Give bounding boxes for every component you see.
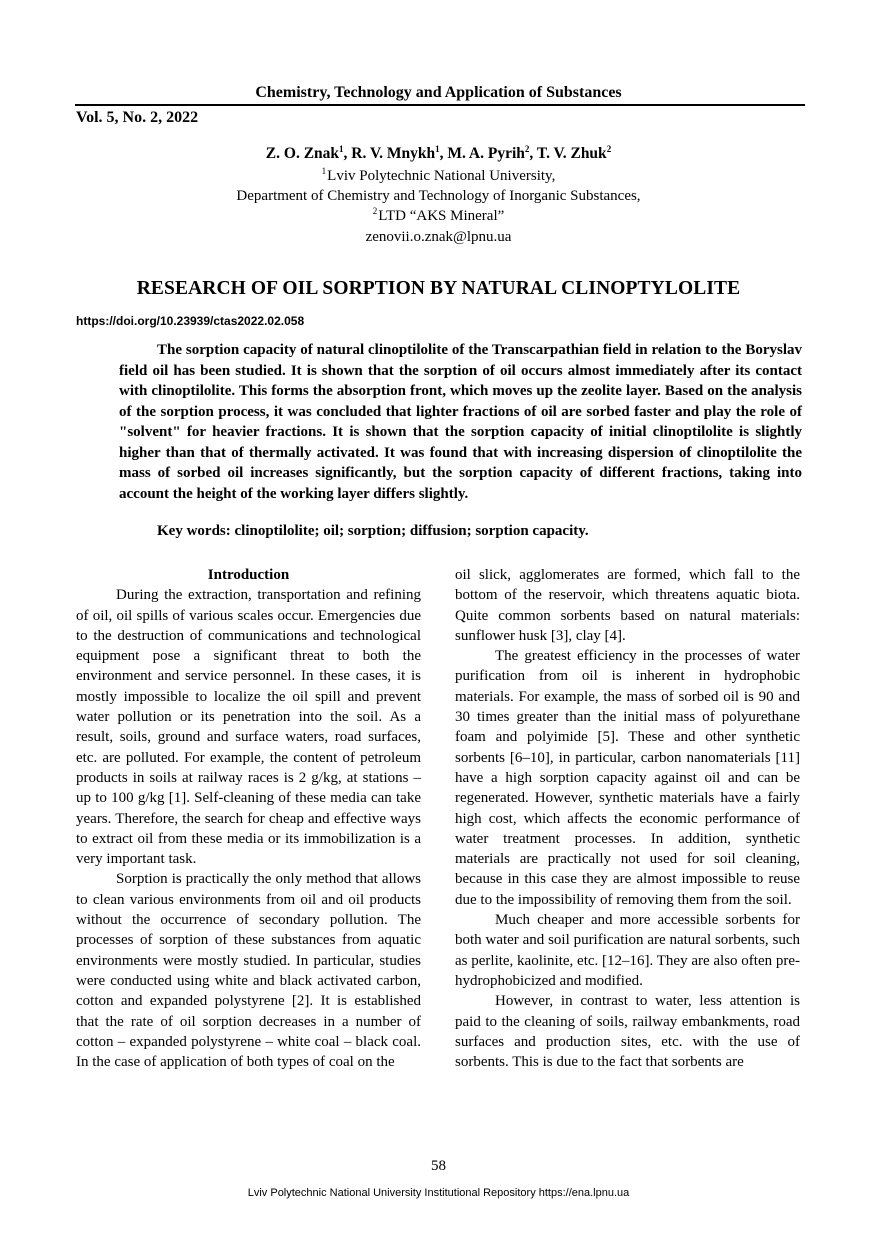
journal-title: Chemistry, Technology and Application of Substances bbox=[255, 84, 622, 101]
affiliation-mark: 1 bbox=[321, 166, 327, 176]
affiliation-mark: 2 bbox=[372, 206, 378, 216]
author-name: M. A. Pyrih bbox=[447, 145, 525, 162]
author-name: T. V. Zhuk bbox=[536, 145, 607, 162]
keywords: Key words: clinoptilolite; oil; sorption; diffusion; sorption capacity. bbox=[157, 523, 589, 539]
author-affiliation-mark: 2 bbox=[606, 143, 612, 154]
author-affiliation-mark: 1 bbox=[339, 143, 344, 154]
body-paragraph: Much cheaper and more accessible sorbents for both water and soil purification are natural sorbents, such as perlite, kaolinite, etc. [12–16]. They are also often pre-hydrophobicized and modified. bbox=[455, 912, 801, 989]
doi-link[interactable]: https://doi.org/10.23939/ctas2022.02.058 bbox=[76, 314, 305, 328]
body-paragraph: The greatest efficiency in the processes of water purification from oil is inherent in hydrophobic materials. For example, the mass of sorbed oil is 90 and 30 times greater than the initial mass of polyurethane foam and polyimide [5]. These and other synthetic sorbents [6–10], in particular, carbon nanomaterials [11] have a high sorption capacity against oil and can be regenerated. However, synthetic materials have a fairly high cost, which affects the economic performance of water treatment processes. In addition, synthetic materials are practically not used for soil cleaning, because in this case they are almost impossible to reuse due to the impossibility of removing them from the soil. bbox=[455, 648, 800, 908]
paper-title: RESEARCH OF OIL SORPTION BY NATURAL CLINOPTYLOLITE bbox=[136, 278, 741, 299]
body-column-right bbox=[455, 565, 800, 1072]
body-paragraph: oil slick, agglomerates are formed, which fall to the bottom of the reservoir, which threatens aquatic biota. Quite common sorbents based on natural materials: sunflower husk [3], clay [4]. bbox=[455, 567, 800, 644]
body-paragraph: Sorption is practically the only method that allows to clean various environments from oil and oil products without the occurrence of secondary pollution. The processes of sorption of these substances from aquatic environments were mostly studied. In particular, studies were conducted using white and black activated carbon, cotton and expanded polystyrene [2]. It is established that the rate of oil sorption decreases in a number of cotton – expanded polystyrene – white coal – black coal. In the case of application of both types of coal on the bbox=[76, 871, 421, 1071]
author-list: Z. O. Znak$^1$, R. V. Mnykh$^1$, M. A. Pyrih$^2$, T. V. Zhuk$^2$ bbox=[265, 143, 612, 162]
volume-label: Vol. 5, No. 2, 2022 bbox=[76, 109, 199, 126]
affiliation-1-line-2: Department of Chemistry and Technology of Inorganic Substances, bbox=[236, 188, 641, 204]
author-affiliation-mark: 2 bbox=[524, 143, 530, 154]
author-email[interactable]: zenovii.o.znak@lpnu.ua bbox=[365, 229, 512, 245]
affiliation-2: $^2$LTD “AKS Mineral” bbox=[372, 206, 505, 224]
repository-footer: Lviv Polytechnic National University Institutional Repository https://ena.lpnu.ua bbox=[247, 1187, 630, 1199]
author-name: Z. O. Znak bbox=[265, 145, 340, 162]
section-heading-introduction: Introduction bbox=[207, 567, 290, 583]
body-paragraph: However, in contrast to water, less attention is paid to the cleaning of soils, railway embankments, road surfaces and production sites, etc. with the use of sorbents. This is due to the fact that sorbents are bbox=[455, 993, 800, 1071]
header-rule bbox=[75, 104, 805, 106]
author-affiliation-mark: 1 bbox=[435, 143, 440, 154]
abstract: The sorption capacity of natural clinoptilolite of the Transcarpathian field in relation to the Boryslav field oil has been studied. It is shown that the sorption of oil occurs almost immediately after its contact with clinoptilolite. This forms the absorption front, which moves up the zeolite layer. Based on the analysis of the sorption process, it was concluded that lighter fractions of oil are sorbed faster and play the role of "solvent" for heavier fractions. It is shown that the sorption capacity of initial clinoptilolite is slightly higher than that of thermally activated. It was found that with increasing dispersion of clinoptilolite the mass of sorbed oil increases significantly, but the sorption capacity of different fractions, taking into account the height of the working layer differs slightly. bbox=[119, 342, 802, 502]
page-number: 58 bbox=[431, 1158, 446, 1174]
body-paragraph: During the extraction, transportation and refining of oil, oil spills of various scales occur. Emergencies due to the destruction of communications and technological equipment pose a significant threat to both the environment and service personnel. In these cases, it is mostly impossible to localize the oil spill and prevent water pollution or its penetration into the soil. As a result, soils, ground and surface waters, road surfaces, etc. are polluted. For example, the content of petroleum products in soils at railway races is 2 g/kg, at stations – up to 100 g/kg [1]. Self-cleaning of these media can take years. Therefore, the search for cheap and effective ways to extract oil from these media or its immobilization is a very important task. bbox=[76, 587, 421, 868]
author-name: R. V. Mnykh bbox=[351, 145, 436, 162]
affiliation-1-line-1: $^1$Lviv Polytechnic National University, bbox=[321, 166, 556, 184]
body-column-left bbox=[76, 565, 421, 1072]
